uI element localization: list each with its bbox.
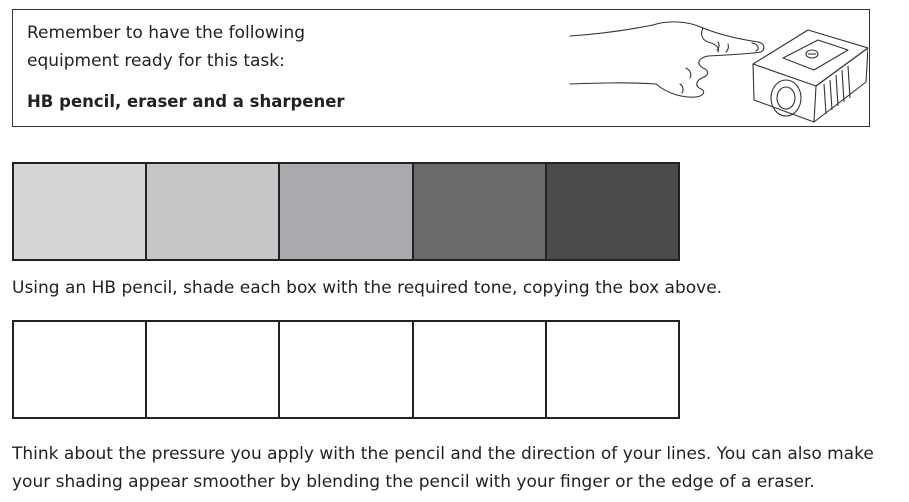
- blank-tone-row: [12, 320, 680, 419]
- sample-tone-box-1: [14, 164, 147, 259]
- sample-tone-box-4: [414, 164, 547, 259]
- hand-and-sharpener-illustration: [568, 12, 868, 124]
- sample-tone-box-2: [147, 164, 280, 259]
- pointing-hand-icon: [570, 22, 764, 97]
- shading-instruction: Using an HB pencil, shade each box with the required tone, copying the box above.: [12, 278, 723, 298]
- shading-tip-line-1: Think about the pressure you apply with the pencil and the direction of your lines. You can also make: [12, 444, 874, 464]
- sample-tone-row: [12, 162, 680, 261]
- blank-tone-box-2: [147, 322, 280, 417]
- shading-tip: [12, 440, 902, 496]
- blank-tone-box-4: [414, 322, 547, 417]
- sample-tone-box-3: [280, 164, 413, 259]
- blank-tone-box-3: [280, 322, 413, 417]
- shading-tip-line-2: your shading appear smoother by blending the pencil with your finger or the edge of a eraser.: [12, 472, 815, 492]
- blank-tone-box-5: [547, 322, 678, 417]
- equipment-items: HB pencil, eraser and a sharpener: [27, 92, 345, 111]
- pencil-sharpener-icon: [753, 30, 868, 122]
- blank-tone-box-1: [14, 322, 147, 417]
- sample-tone-box-5: [547, 164, 678, 259]
- equipment-text-line-2: equipment ready for this task:: [27, 51, 285, 71]
- equipment-box: [12, 9, 870, 127]
- equipment-text-line-1: Remember to have the following: [27, 23, 306, 43]
